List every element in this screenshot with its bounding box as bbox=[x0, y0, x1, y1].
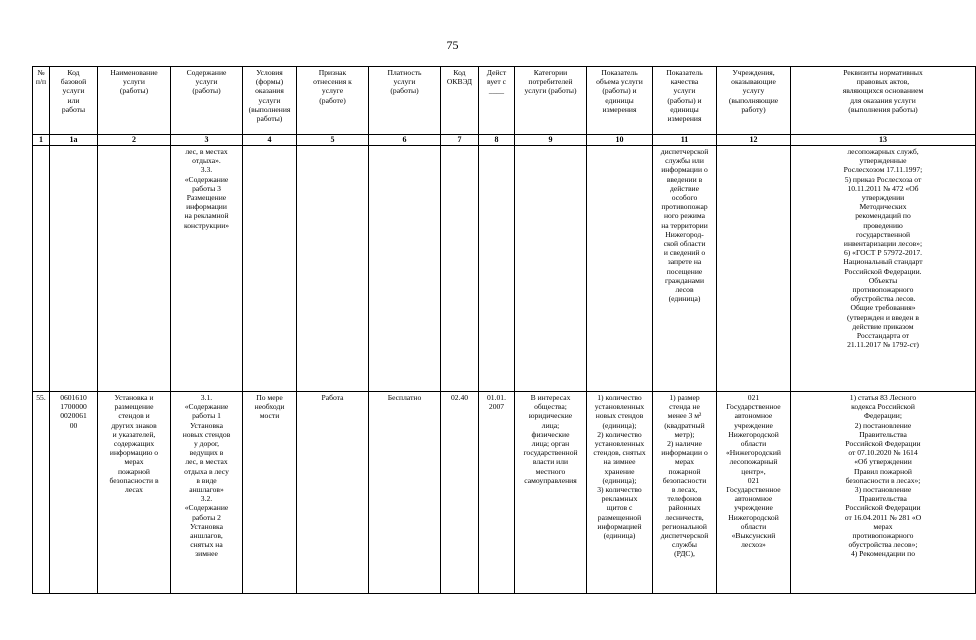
header-cell: Реквизиты нормативных правовых актов, являющихся основанием для оказания услуги (выполнения работы) bbox=[791, 67, 976, 135]
table-row bbox=[33, 392, 976, 594]
table-cell: В интересах общества; юридические лица; физические лица; орган государственной власти или местного самоуправления bbox=[515, 392, 587, 594]
table-cell bbox=[98, 146, 171, 392]
table-cell bbox=[717, 146, 791, 392]
table-cell: 0601610 1700000 0020061 00 bbox=[50, 392, 98, 594]
column-number: 3 bbox=[171, 135, 243, 146]
header-cell: Код ОКВЭД bbox=[441, 67, 479, 135]
table-cell: По мере необходи мости bbox=[243, 392, 297, 594]
table-cell: Бесплатно bbox=[369, 392, 441, 594]
table-cell: Работа bbox=[297, 392, 369, 594]
column-number: 9 bbox=[515, 135, 587, 146]
column-number: 4 bbox=[243, 135, 297, 146]
header-cell: Категории потребителей услуги (работы) bbox=[515, 67, 587, 135]
column-number: 1 bbox=[33, 135, 50, 146]
column-number: 2 bbox=[98, 135, 171, 146]
table-cell: лес, в местах отдыха». 3.3. «Содержание работы 3 Размещение информации на рекламной конструкции» bbox=[171, 146, 243, 392]
header-cell: Признак отнесения к услуге (работе) bbox=[297, 67, 369, 135]
table-cell bbox=[515, 146, 587, 392]
header-cell: Учреждения, оказывающие услугу (выполняющие работу) bbox=[717, 67, 791, 135]
column-number-row bbox=[33, 135, 976, 146]
header-cell: Показатель качества услуги (работы) и единицы измерения bbox=[653, 67, 717, 135]
services-table bbox=[32, 66, 976, 594]
table-cell bbox=[441, 146, 479, 392]
header-cell: № п/п bbox=[33, 67, 50, 135]
table-cell: диспетчерской службы или информации о введении в действие особого противопожар ного режима на территории Нижегород- ской области и сведений о запрете на посещение гражданами лесов (единица) bbox=[653, 146, 717, 392]
table-cell bbox=[50, 146, 98, 392]
column-number: 13 bbox=[791, 135, 976, 146]
table-row bbox=[33, 146, 976, 392]
table-cell bbox=[369, 146, 441, 392]
column-number: 11 bbox=[653, 135, 717, 146]
table-cell bbox=[243, 146, 297, 392]
header-cell: Дейст вует с ____ bbox=[479, 67, 515, 135]
table-cell: лесопожарных служб, утвержденные Рослесхозом 17.11.1997; 5) приказ Рослесхоза от 10.11.2011 № 472 «Об утверждении Методических рекомендаций по проведению государственной инвентаризации лесов»; 6) «ГОСТ Р 57972-2017. Национальный стандарт Российской Федерации. Объекты противопожарного обустройства лесов. Общие требования» (утвержден и введен в действие приказом Росстандарта от 21.11.2017 № 1792-ст) bbox=[791, 146, 976, 392]
table-cell: 3.1. «Содержание работы 1 Установка новых стендов у дорог, ведущих в лес, в местах отдыха в лесу в виде аншлагов» 3.2. «Содержание работы 2 Установка аншлагов, снятых на зимнее bbox=[171, 392, 243, 594]
table-cell: 01.01. 2007 bbox=[479, 392, 515, 594]
column-number: 1а bbox=[50, 135, 98, 146]
header-cell: Содержание услуги (работы) bbox=[171, 67, 243, 135]
table-cell: 02.40 bbox=[441, 392, 479, 594]
table-cell: 55. bbox=[33, 392, 50, 594]
table-cell: Установка и размещение стендов и других знаков и указателей, содержащих информацию о мерах пожарной безопасности в лесах bbox=[98, 392, 171, 594]
table-cell bbox=[587, 146, 653, 392]
header-row bbox=[33, 67, 976, 135]
column-number: 10 bbox=[587, 135, 653, 146]
page-number: 75 bbox=[446, 38, 459, 52]
table-cell: 1) размер стенда не менее 3 м² (квадратный метр); 2) наличие информации о мерах пожарной безопасности в лесах, телефонов районных лесничеств, региональной диспетчерской службы (РДС), bbox=[653, 392, 717, 594]
table-cell bbox=[479, 146, 515, 392]
header-cell: Наименование услуги (работы) bbox=[98, 67, 171, 135]
table-cell: 021 Государственное автономное учреждение Нижегородской области «Нижегородский лесопожарный центр», 021 Государственное автономное учреждение Нижегородской области «Выксунский лесхоз» bbox=[717, 392, 791, 594]
header-cell: Код базовой услуги или работы bbox=[50, 67, 98, 135]
header-cell: Показатель объема услуги (работы) и единицы измерения bbox=[587, 67, 653, 135]
header-cell: Условия (формы) оказания услуги (выполнения работы) bbox=[243, 67, 297, 135]
table-cell bbox=[297, 146, 369, 392]
header-cell: Платность услуги (работы) bbox=[369, 67, 441, 135]
table-cell: 1) статья 83 Лесного кодекса Российской Федерации; 2) постановление Правительства Российской Федерации от 07.10.2020 № 1614 «Об утверждении Правил пожарной безопасности в лесах»; 3) постановление Правительства Российской Федерации от 16.04.2011 № 281 «О мерах противопожарного обустройства лесов»; 4) Рекомендации по bbox=[791, 392, 976, 594]
table-cell: 1) количество установленных новых стендов (единица); 2) количество установленных стендов, снятых на зимнее хранение (единица); 3) количество рекламных щитов с размещенной информацией (единица) bbox=[587, 392, 653, 594]
column-number: 7 bbox=[441, 135, 479, 146]
column-number: 12 bbox=[717, 135, 791, 146]
column-number: 6 bbox=[369, 135, 441, 146]
column-number: 5 bbox=[297, 135, 369, 146]
table-cell bbox=[33, 146, 50, 392]
column-number: 8 bbox=[479, 135, 515, 146]
